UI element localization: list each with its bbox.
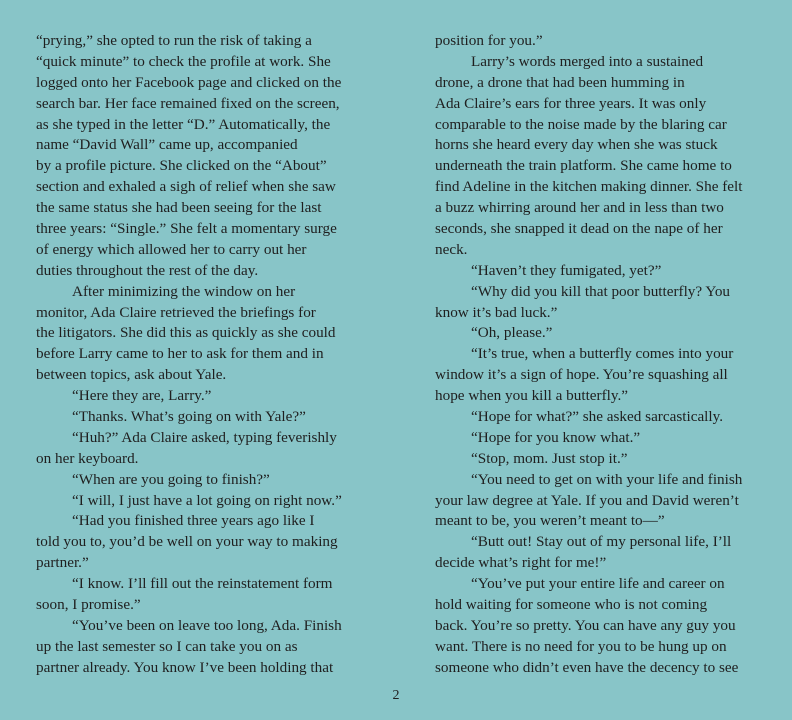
text-line: on her keyboard.: [36, 449, 139, 467]
text-line: position for you.”: [435, 32, 543, 49]
paragraph-start-line: “Stop, mom. Just stop it.”: [471, 449, 628, 467]
text-line: decide what’s right for me!”: [435, 554, 607, 572]
paragraph-start-line: “Hope for what?” she asked sarcastically.: [471, 408, 724, 426]
text-line: up the last semester so I can take you on as: [36, 637, 298, 655]
paragraph-start-line: “You’ve been on leave too long, Ada. Finish: [72, 616, 342, 634]
paragraph-start-line: “When are you going to finish?”: [72, 470, 270, 488]
left-text-column: [36, 31, 358, 679]
text-line: told you to, you’d be well on your way to making: [36, 533, 338, 551]
text-line: three years: “Single.” She felt a momentary surge: [36, 220, 337, 238]
text-line: a buzz whirring around her and in less than two: [435, 199, 724, 217]
text-line: monitor, Ada Claire retrieved the briefings for: [36, 303, 316, 321]
paragraph-start-line: “You need to get on with your life and finish: [471, 470, 743, 488]
text-line: comparable to the noise made by the blaring car: [435, 115, 727, 133]
text-line: between topics, ask about Yale.: [36, 366, 227, 384]
text-line: search bar. Her face remained fixed on the screen,: [36, 94, 340, 112]
text-line: before Larry came to her to ask for them and in: [36, 345, 324, 363]
text-line: someone who didn’t even have the decency to see: [435, 658, 739, 676]
paragraph-start-line: “Butt out! Stay out of my personal life, I’ll: [471, 533, 732, 551]
paragraph-start-line: After minimizing the window on her: [72, 282, 296, 300]
text-line: hold waiting for someone who is not coming: [435, 596, 708, 614]
text-line: by a profile picture. She clicked on the “About”: [36, 157, 327, 175]
text-line: drone, a drone that had been humming in: [435, 73, 685, 91]
paragraph-start-line: “It’s true, when a butterfly comes into your: [471, 345, 734, 363]
text-line: find Adeline in the kitchen making dinner. She felt: [435, 178, 743, 196]
text-line: “prying,” she opted to run the risk of taking a: [36, 32, 312, 49]
text-line: the same status she had been seeing for the last: [36, 199, 322, 217]
text-line: “quick minute” to check the profile at work. She: [36, 52, 331, 70]
text-line: name “David Wall” came up, accompanied: [36, 136, 298, 154]
text-line: know it’s bad luck.”: [435, 303, 558, 321]
text-line: soon, I promise.”: [36, 596, 141, 614]
text-line: partner.”: [36, 554, 89, 572]
paragraph-start-line: “Why did you kill that poor butterfly? You: [471, 282, 731, 300]
text-line: as she typed in the letter “D.” Automatically, the: [36, 115, 331, 133]
paragraph-start-line: “Had you finished three years ago like I: [72, 512, 315, 530]
paragraph-start-line: “Oh, please.”: [471, 324, 553, 342]
paragraph-start-line: Larry’s words merged into a sustained: [471, 52, 704, 70]
text-line: want. There is no need for you to be hung up on: [435, 637, 727, 655]
page-number: 2: [392, 688, 400, 703]
text-line: window it’s a sign of hope. You’re squashing all: [435, 366, 728, 384]
paragraph-start-line: “Here they are, Larry.”: [72, 387, 212, 405]
text-line: section and exhaled a sigh of relief when she saw: [36, 178, 336, 196]
paragraph-start-line: “I know. I’ll fill out the reinstatement form: [72, 575, 333, 593]
text-line: hope when you kill a butterfly.”: [435, 387, 629, 405]
paragraph-start-line: “Huh?” Ada Claire asked, typing feverishly: [72, 428, 337, 446]
text-line: partner already. You know I’ve been holding that: [36, 658, 334, 676]
paragraph-start-line: “I will, I just have a lot going on right now.”: [72, 491, 342, 509]
text-line: underneath the train platform. She came home to: [435, 157, 732, 175]
paragraph-start-line: “You’ve put your entire life and career on: [471, 575, 725, 593]
text-line: horns she heard every day when she was stuck: [435, 136, 718, 154]
right-text-column: [435, 31, 757, 679]
text-line: the litigators. She did this as quickly as she could: [36, 324, 336, 342]
text-line: neck.: [435, 240, 468, 258]
text-line: logged onto her Facebook page and clicked on the: [36, 73, 342, 91]
paragraph-start-line: “Haven’t they fumigated, yet?”: [471, 261, 662, 279]
text-line: back. You’re so pretty. You can have any guy you: [435, 616, 736, 634]
text-line: seconds, she snapped it dead on the nape of her: [435, 220, 723, 238]
paragraph-start-line: “Hope for you know what.”: [471, 428, 641, 446]
text-line: of energy which allowed her to carry out her: [36, 240, 307, 258]
text-line: duties throughout the rest of the day.: [36, 261, 259, 279]
paragraph-start-line: “Thanks. What’s going on with Yale?”: [72, 408, 306, 426]
text-line: your law degree at Yale. If you and David weren’t: [435, 491, 739, 509]
text-line: meant to be, you weren’t meant to—”: [435, 512, 665, 530]
text-line: Ada Claire’s ears for three years. It was only: [435, 94, 707, 112]
